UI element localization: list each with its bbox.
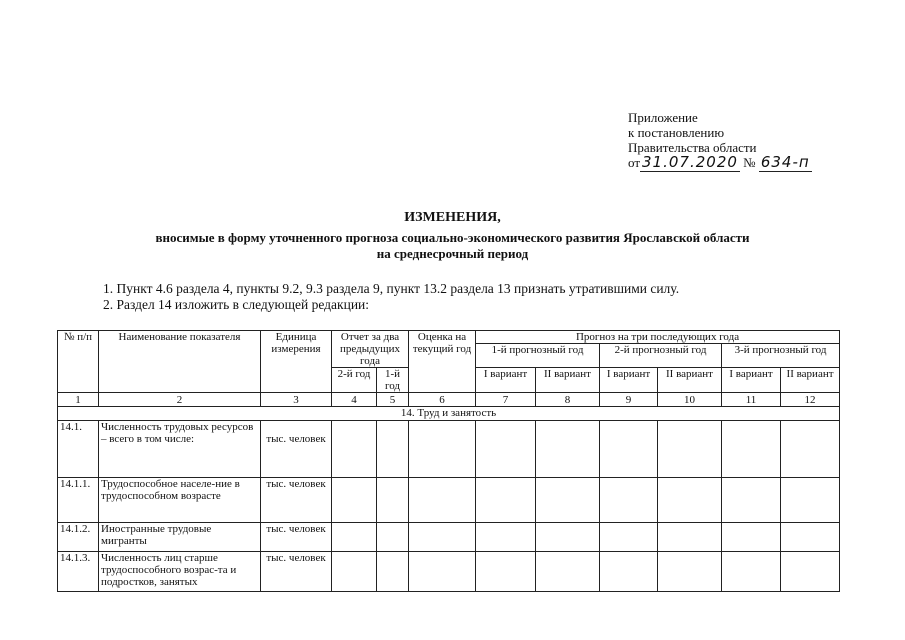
annex-line-2: к постановлению [628,125,725,140]
row-indicator: Численность лиц старше трудоспособного возрас-та и подростков, занятых [99,552,261,592]
header-report: Отчет за два предыдущих года [332,331,409,368]
header-variant-2: II вариант [658,368,722,393]
row-unit: тыс. человек [261,523,332,552]
header-variant-1: I вариант [722,368,781,393]
header-forecast: Прогноз на три последующих года [476,331,840,344]
document-heading: ИЗМЕНЕНИЯ, [404,210,501,225]
annex-line-3: Правительства области [628,140,757,155]
header-variant-2: II вариант [781,368,840,393]
row-unit: тыс. человек [261,552,332,592]
annex-date-line [628,155,812,170]
column-number: 3 [261,393,332,407]
header-estimate: Оценка на текущий год [409,331,476,393]
document-subtitle-1: вносимые в форму уточненного прогноза социально-экономического развития Ярославской области [155,230,750,245]
header-unit: Единица измерения [261,331,332,393]
row-number: 14.1.1. [58,478,99,523]
header-variant-2: II вариант [536,368,600,393]
annex-number-sign: № [743,155,756,170]
column-number: 1 [58,393,99,407]
row-indicator: Иностранные трудовые мигранты [99,523,261,552]
header-variant-1: I вариант [476,368,536,393]
row-number: 14.1.2. [58,523,99,552]
column-number: 10 [658,393,722,407]
column-number: 2 [99,393,261,407]
row-unit: тыс. человек [261,421,332,478]
annex-date: 31.07.2020 [642,153,738,171]
column-number: 8 [536,393,600,407]
column-number: 6 [409,393,476,407]
document-subtitle-2: на среднесрочный период [376,246,529,261]
row-unit: тыс. человек [261,478,332,523]
column-number: 11 [722,393,781,407]
row-number: 14.1.3. [58,552,99,592]
header-name: Наименование показателя [99,331,261,393]
column-number: 9 [600,393,658,407]
column-number: 12 [781,393,840,407]
header-forecast-year-3: 3-й прогнозный год [722,344,840,368]
column-number: 7 [476,393,536,407]
row-indicator: Трудоспособное населе-ние в трудоспособном возрасте [99,478,261,523]
annex-line-1: Приложение [628,110,698,125]
row-number: 14.1. [58,421,99,478]
header-variant-1: I вариант [600,368,658,393]
header-num: № п/п [58,331,99,393]
header-forecast-year-1: 1-й прогнозный год [476,344,600,368]
section-title: 14. Труд и занятость [58,407,840,421]
column-number: 4 [332,393,377,407]
row-indicator: Численность трудовых ресурсов – всего в том числе: [99,421,261,478]
header-report-year-2: 2-й год [332,368,377,393]
annex-from: от [628,155,641,170]
paragraph-2: 2. Раздел 14 изложить в следующей редакции: [103,297,370,312]
column-number: 5 [377,393,409,407]
header-forecast-year-2: 2-й прогнозный год [600,344,722,368]
annex-block [628,110,812,170]
header-report-year-1: 1-й год [377,368,409,393]
annex-number: 634-п [760,153,810,171]
paragraph-1: 1. Пункт 4.6 раздела 4, пункты 9.2, 9.3 раздела 9, пункт 13.2 раздела 13 признать утратившими силу. [103,281,680,296]
forecast-table [57,330,840,592]
